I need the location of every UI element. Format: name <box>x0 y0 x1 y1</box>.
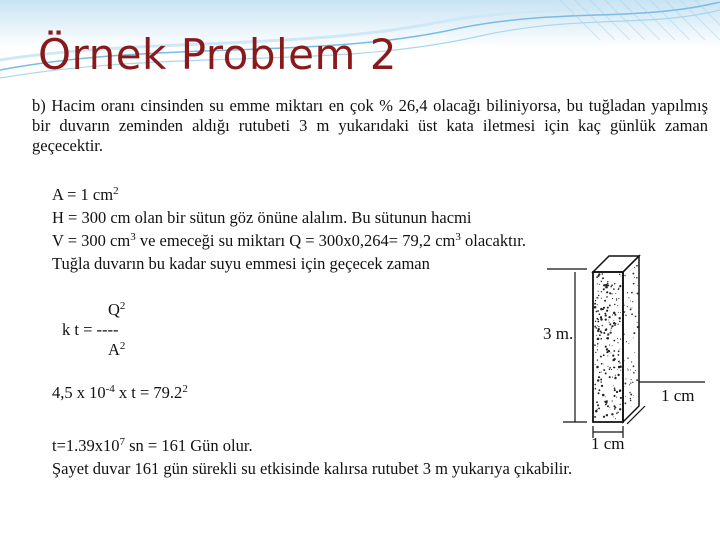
speckle-dot <box>602 325 603 326</box>
speckle-dot <box>617 324 618 325</box>
speckle-dot <box>600 318 602 320</box>
speckle-dot <box>598 392 600 394</box>
volume-text: V = 300 cm <box>52 231 131 250</box>
speckle-dot <box>620 404 621 405</box>
equation-part-2: x t = 79.2 <box>114 383 183 402</box>
speckle-dot <box>618 354 620 356</box>
speckle-dot <box>597 325 598 326</box>
speckle-dot <box>630 369 631 370</box>
speckle-dot <box>606 338 607 339</box>
speckle-dot <box>617 412 618 413</box>
speckle-dot <box>609 345 610 346</box>
speckle-dot <box>596 401 598 403</box>
speckle-dot <box>636 379 638 381</box>
speckle-dot <box>614 314 616 316</box>
speckle-dot <box>598 298 599 299</box>
speckle-dot <box>635 370 636 371</box>
speckle-dot <box>601 281 602 282</box>
area-text: A = 1 cm <box>52 185 114 204</box>
speckle-dot <box>616 413 618 415</box>
speckle-dot <box>609 292 611 294</box>
speckle-dot <box>626 341 627 342</box>
speckle-dot <box>603 416 605 418</box>
speckle-dot <box>617 305 618 306</box>
speckle-dot <box>613 350 615 352</box>
speckle-dot <box>606 310 608 312</box>
speckle-dot <box>606 351 608 353</box>
formula-numerator <box>62 300 125 320</box>
speckle-dot <box>636 322 637 323</box>
speckle-dot <box>619 349 620 350</box>
speckle-dot <box>601 298 602 299</box>
speckle-dot <box>601 291 602 292</box>
speckle-dot <box>624 360 625 361</box>
speckle-dot <box>609 323 611 325</box>
speckle-dot <box>597 310 599 312</box>
speckle-dot <box>618 361 620 363</box>
speckle-dot <box>594 344 596 346</box>
speckle-dot <box>613 367 614 368</box>
speckle-dot <box>600 379 602 381</box>
time-line: Tuğla duvarın bu kadar suyu emmesi için geçecek zaman <box>52 254 430 273</box>
speckle-dot <box>598 295 599 296</box>
speckle-dot <box>608 320 609 321</box>
speckle-dot <box>613 320 614 321</box>
speckle-dot <box>630 394 632 396</box>
speckle-dot <box>613 340 615 342</box>
speckle-dot <box>605 318 607 320</box>
speckle-dot <box>595 352 596 353</box>
speckle-dot <box>606 291 608 293</box>
speckle-dot <box>619 321 621 323</box>
speckle-dot <box>598 376 600 378</box>
speckle-dot <box>625 315 627 317</box>
speckle-dot <box>611 327 612 328</box>
speckle-dot <box>633 395 634 396</box>
speckle-dot <box>615 375 616 376</box>
speckle-dot <box>625 396 626 397</box>
speckle-dot <box>597 328 599 330</box>
speckle-dot <box>596 297 598 299</box>
speckle-dot <box>607 283 608 284</box>
speckle-dot <box>602 273 604 275</box>
speckle-dot <box>618 289 620 291</box>
speckle-dot <box>599 313 601 315</box>
speckle-dot <box>614 358 616 360</box>
speckle-dot <box>620 370 621 371</box>
speckle-dot <box>603 284 605 286</box>
volume-mid-text: ve emeceği su miktarı Q = 300x0,264= 79,2 cm <box>135 231 456 250</box>
speckle-dot <box>627 292 628 293</box>
formula-denominator-exponent: 2 <box>119 340 126 352</box>
speckle-dot <box>620 397 622 399</box>
speckle-dot <box>618 288 619 289</box>
speckle-dot <box>597 359 598 360</box>
column-front-face <box>593 272 623 422</box>
speckle-dot <box>607 355 608 356</box>
speckle-dot <box>601 332 603 334</box>
speckle-dot <box>594 306 597 309</box>
speckle-dot <box>611 284 613 286</box>
speckle-dot <box>597 343 599 345</box>
speckle-dot <box>597 304 598 305</box>
speckle-dot <box>631 379 632 380</box>
speckle-dot <box>597 404 599 406</box>
speckle-dot <box>637 285 638 286</box>
speckle-dot <box>631 361 632 362</box>
equation-exponent-1: -4 <box>105 383 115 395</box>
speckle-dot <box>598 407 600 409</box>
speckle-dot <box>617 338 618 339</box>
speckle-dot <box>630 307 631 308</box>
speckle-dot <box>632 273 634 275</box>
speckle-dot <box>612 298 613 299</box>
speckle-dot <box>620 312 621 313</box>
height-label: 3 m. <box>543 324 574 343</box>
formula <box>62 300 125 360</box>
speckle-dot <box>595 410 598 413</box>
speckle-dot <box>616 299 617 300</box>
volume-line <box>52 229 526 252</box>
width-label: 1 cm <box>591 434 625 453</box>
speckle-dot <box>624 402 626 404</box>
speckle-dot <box>608 316 610 318</box>
speckle-dot <box>624 305 625 306</box>
speckle-dot <box>612 360 613 361</box>
speckle-dot <box>613 405 615 407</box>
speckle-dot <box>636 277 638 279</box>
speckle-dot <box>594 416 596 418</box>
speckle-dot <box>637 293 639 295</box>
speckle-dot <box>600 356 602 358</box>
speckle-dot <box>619 317 621 319</box>
speckle-dot <box>610 286 612 288</box>
speckle-dot <box>595 321 596 322</box>
speckle-dot <box>601 363 603 365</box>
speckle-dot <box>620 338 621 339</box>
speckle-dot <box>614 389 616 391</box>
speckle-dot <box>637 322 638 323</box>
speckle-dot <box>609 376 611 378</box>
speckle-dot <box>603 363 604 364</box>
speckle-dot <box>614 387 616 389</box>
speckle-dot <box>597 380 598 381</box>
speckle-dot <box>618 298 619 299</box>
speckle-dot <box>604 300 606 302</box>
speckle-dot <box>605 329 607 331</box>
speckle-dot <box>600 330 601 331</box>
speckle-dot <box>595 300 596 301</box>
equation <box>52 383 188 403</box>
speckle-dot <box>609 304 611 306</box>
speckle-dot <box>617 374 619 376</box>
column-speckle <box>594 265 639 419</box>
speckle-dot <box>605 314 607 316</box>
speckle-dot <box>630 382 631 383</box>
speckle-dot <box>630 300 631 301</box>
speckle-dot <box>599 372 600 373</box>
volume-exponent: 3 <box>130 231 136 243</box>
problem-statement: b) Hacim oranı cinsinden su emme miktarı en çok % 26,4 olacağı biliniyorsa, bu tuğladan yapılmış bir duvarın zeminden aldığı rutubeti 3 m yukarıdaki üst kata iletmesi için kaç günlük zaman geçecektir. <box>32 96 708 155</box>
speckle-dot <box>617 342 618 343</box>
speckle-dot <box>631 313 633 315</box>
speckle-dot <box>599 334 601 336</box>
speckle-dot <box>598 291 599 292</box>
speckle-dot <box>612 354 614 356</box>
speckle-dot <box>635 315 637 317</box>
speckle-dot <box>621 276 622 277</box>
speckle-dot <box>630 400 632 402</box>
speckle-dot <box>619 389 621 391</box>
speckle-dot <box>616 298 617 299</box>
speckle-dot <box>628 343 629 344</box>
speckle-dot <box>612 376 613 377</box>
speckle-dot <box>613 288 615 290</box>
speckle-dot <box>607 400 608 401</box>
formula-denominator <box>62 340 125 360</box>
volume-suffix-text: olacaktır. <box>460 231 526 250</box>
speckle-dot <box>619 408 621 410</box>
speckle-dot <box>630 398 632 400</box>
slide-title: Örnek Problem 2 <box>38 30 398 79</box>
speckle-dot <box>605 396 606 397</box>
speckle-dot <box>600 338 602 340</box>
result-exponent: 7 <box>119 436 126 448</box>
speckle-dot <box>634 267 635 268</box>
speckle-dot <box>614 377 616 379</box>
speckle-dot <box>633 372 635 374</box>
speckle-dot <box>613 417 614 418</box>
speckle-dot <box>606 296 608 298</box>
speckle-dot <box>629 384 630 385</box>
speckle-dot <box>598 321 600 323</box>
speckle-dot <box>597 349 598 350</box>
speckle-dot <box>609 368 611 370</box>
speckle-dot <box>604 401 606 403</box>
speckle-dot <box>612 345 613 346</box>
speckle-dot <box>612 314 613 315</box>
speckle-dot <box>629 392 630 393</box>
speckle-dot <box>619 285 621 287</box>
speckle-dot <box>614 283 616 285</box>
depth-label: 1 cm <box>661 386 695 405</box>
speckle-dot <box>603 354 605 356</box>
speckle-dot <box>625 378 626 379</box>
speckle-dot <box>618 312 619 313</box>
speckle-dot <box>632 301 633 302</box>
speckle-dot <box>601 385 603 387</box>
speckle-dot <box>611 325 613 327</box>
speckle-dot <box>634 277 635 278</box>
speckle-dot <box>603 307 605 309</box>
speckle-dot <box>636 265 638 267</box>
speckle-dot <box>619 362 620 363</box>
speckle-dot <box>633 365 635 367</box>
speckle-dot <box>594 384 596 386</box>
speckle-dot <box>601 372 602 373</box>
speckle-dot <box>603 278 604 279</box>
speckle-dot <box>603 332 605 334</box>
result <box>52 434 572 480</box>
speckle-dot <box>630 308 632 310</box>
speckle-dot <box>610 330 611 331</box>
given-values <box>52 183 526 275</box>
speckle-dot <box>615 323 617 325</box>
speckle-dot <box>610 332 612 334</box>
equation-part-1: 4,5 x 10 <box>52 383 106 402</box>
speckle-dot <box>603 369 605 371</box>
speckle-dot <box>596 311 598 313</box>
speckle-dot <box>594 303 596 305</box>
speckle-dot <box>597 319 599 321</box>
volume-exponent-2: 3 <box>455 231 461 243</box>
speckle-dot <box>596 409 597 410</box>
formula-numerator-exponent: 2 <box>119 300 126 312</box>
speckle-dot <box>605 346 607 348</box>
speckle-dot <box>607 405 609 407</box>
area-exponent: 2 <box>113 185 119 197</box>
result-line-1-text: t=1.39x10 <box>52 436 120 455</box>
result-line-1 <box>52 434 572 457</box>
speckle-dot <box>607 366 608 367</box>
speckle-dot <box>627 369 628 370</box>
column-top-face <box>593 256 639 272</box>
speckle-dot <box>628 297 629 298</box>
speckle-dot <box>606 414 608 416</box>
speckle-dot <box>616 391 618 393</box>
speckle-dot <box>605 372 607 374</box>
speckle-dot <box>611 293 612 294</box>
equation-exponent-2: 2 <box>182 383 188 395</box>
speckle-dot <box>618 351 619 352</box>
speckle-dot <box>599 284 600 285</box>
speckle-dot <box>618 366 621 369</box>
speckle-dot <box>615 293 616 294</box>
speckle-dot <box>596 366 599 369</box>
speckle-dot <box>595 327 597 329</box>
area-line <box>52 183 526 206</box>
speckle-dot <box>624 386 625 387</box>
brick-column-drawing <box>535 250 715 455</box>
speckle-dot <box>597 283 598 284</box>
speckle-dot <box>613 385 614 386</box>
result-line-2: Şayet duvar 161 gün sürekli su etkisinde kalırsa rutubet 3 m yukarıya çıkabilir. <box>52 459 573 478</box>
speckle-dot <box>595 364 596 365</box>
speckle-dot <box>602 394 605 397</box>
speckle-dot <box>634 352 635 353</box>
speckle-dot <box>614 304 615 305</box>
speckle-dot <box>598 389 600 391</box>
speckle-dot <box>619 360 620 361</box>
speckle-dot <box>631 406 632 407</box>
speckle-dot <box>603 288 605 290</box>
speckle-dot <box>613 395 615 397</box>
speckle-dot <box>611 352 612 353</box>
speckle-dot <box>605 404 607 406</box>
speckle-dot <box>632 382 633 383</box>
speckle-dot <box>633 337 634 338</box>
speckle-dot <box>631 292 633 294</box>
speckle-dot <box>632 307 633 308</box>
formula-lhs: k t = ---- <box>62 320 119 339</box>
speckle-dot <box>607 281 608 282</box>
speckle-dot <box>607 284 609 286</box>
speckle-dot <box>611 413 613 415</box>
speckle-dot <box>612 400 613 401</box>
speckle-dot <box>600 308 603 311</box>
speckle-dot <box>597 275 599 277</box>
speckle-dot <box>615 418 616 419</box>
speckle-dot <box>597 339 598 340</box>
speckle-dot <box>600 381 601 382</box>
speckle-dot <box>606 348 608 350</box>
speckle-dot <box>607 307 609 309</box>
speckle-dot <box>609 322 610 323</box>
speckle-dot <box>609 407 610 408</box>
speckle-dot <box>627 358 628 359</box>
speckle-dot <box>607 333 609 335</box>
speckle-dot <box>595 388 597 390</box>
speckle-dot <box>597 346 598 347</box>
speckle-dot <box>627 368 628 369</box>
speckle-dot <box>617 369 618 370</box>
speckle-dot <box>624 383 626 385</box>
speckle-dot <box>614 408 616 410</box>
speckle-dot <box>633 397 634 398</box>
brick-column-figure <box>535 250 715 455</box>
speckle-dot <box>616 397 617 398</box>
speckle-dot <box>619 274 620 275</box>
formula-numerator-text: Q <box>108 300 120 319</box>
speckle-dot <box>611 369 612 370</box>
speckle-dot <box>596 335 597 336</box>
speckle-dot <box>594 326 596 328</box>
speckle-dot <box>598 326 599 327</box>
result-line-1-suffix: sn = 161 Gün olur. <box>125 436 253 455</box>
speckle-dot <box>633 283 635 285</box>
speckle-dot <box>627 306 628 307</box>
speckle-dot <box>604 313 606 315</box>
speckle-dot <box>624 275 625 276</box>
speckle-dot <box>614 325 615 326</box>
speckle-dot <box>609 367 611 369</box>
height-line: H = 300 cm olan bir sütun göz önüne alalım. Bu sütunun hacmi <box>52 208 472 227</box>
speckle-dot <box>633 332 635 334</box>
formula-denominator-text: A <box>108 340 120 359</box>
